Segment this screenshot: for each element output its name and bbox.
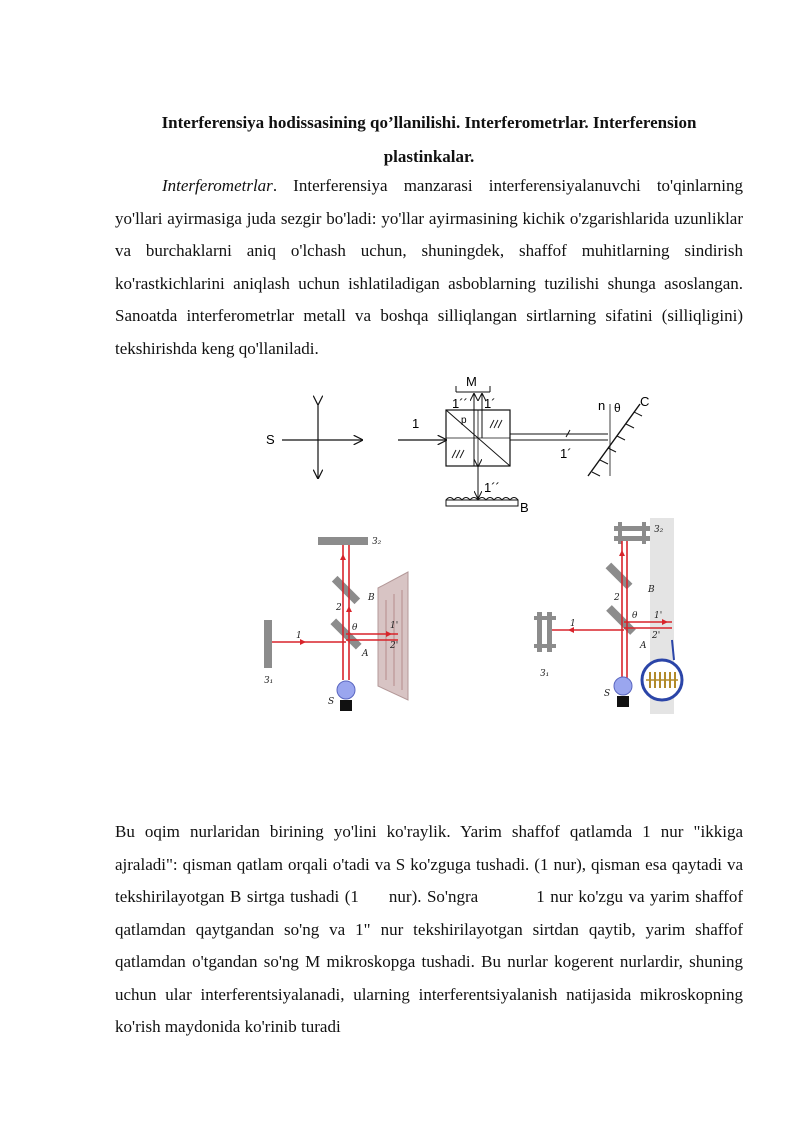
- mirror-Z1-right: [534, 612, 556, 652]
- intro-text: . Interferensiya manzarasi interferensiyalanuvchi to'qinlarning yo'llari ayirmasiga juda sezgir bo'ladi: yo'llar ayirmasining kichik o'zgarishlarida uzunliklar va burchaklarni aniq o'lchash uchun, shuningdek, shaffof muhitlarning sindirish ko'rastkichlarini aniqlash uchun ishlatiladigan asboblarning tuzilishi shunga asoslangan. Sanoatda interferometrlar metall va boshqa silliqlangan sirtlarning sifatini (silliqligini) tekshirishda keng qo'llaniladi.: [115, 176, 743, 358]
- body-sentence-3: 1 nur ko'zgu va yarim shaffof qatlamdan qaytgandan so'ng va 1" nur tekshirilayotgan sirtdan qaytib, yarim shaffof qatlamdan o'tgandan so'ng M mikroskopga tushadi. Bu nurlar kogerent nurlardir, shuning uchun ular interferentsiyalanadi, ularning interferentsiyalanish natijasida mikroskopning ko'rish maydonida ko'rinib turadi: [115, 887, 744, 1036]
- body-sentence-1: Bu oqim nurlaridan birining yo'lini ko'raylik. Yarim shaffof qatlamda 1 nur "ikkiga ajraladi": qisman qatlam orqali o'tadi va S ko'zguga tushadi. (1 nur), qisman esa qaytadi va tekshirilayotgan B sirtga tushadi (1: [115, 822, 743, 906]
- label-left-theta: θ: [352, 623, 358, 633]
- label-p: p: [461, 415, 467, 426]
- label-left-1p: 1': [390, 621, 399, 631]
- plate-B-right: [606, 563, 633, 590]
- label-left-A: A: [362, 649, 369, 659]
- label-right-Z2: З₂: [654, 525, 664, 535]
- label-right-2: 2: [614, 593, 620, 603]
- label-1pp-top: 1´´: [452, 396, 468, 411]
- label-1pp-bottom: 1´´: [484, 480, 500, 495]
- mirror-Z1: [264, 620, 272, 668]
- title-line-2: plastinkalar.: [383, 147, 475, 166]
- label-left-Z1: З₁: [264, 676, 274, 686]
- page-title: [115, 106, 743, 174]
- label-n: n: [598, 398, 606, 413]
- hatch-marks-upper: [490, 420, 502, 428]
- lamp-S-left: [337, 681, 355, 711]
- label-right-Z1: З₁: [540, 669, 550, 679]
- label-theta: θ: [614, 401, 621, 415]
- mirror-Z2: [318, 537, 368, 545]
- label-left-2: 2: [336, 603, 342, 613]
- intro-paragraph: [115, 170, 743, 365]
- michelson-diagram-right: [528, 516, 700, 716]
- interferometer-schematic: [0, 368, 800, 518]
- label-1p-top: 1´: [484, 396, 496, 411]
- label-B: B: [520, 500, 529, 515]
- mirror-hatching: [592, 412, 642, 476]
- test-surface-B-base: [446, 500, 518, 506]
- label-right-theta: θ: [632, 611, 638, 621]
- label-S: S: [266, 432, 275, 447]
- label-right-1: 1: [570, 619, 576, 629]
- label-C: C: [640, 394, 650, 409]
- michelson-diagram-left: [258, 530, 418, 715]
- plate-B: [332, 576, 360, 604]
- label-left-1: 1: [296, 631, 302, 641]
- label-left-2p: 2': [390, 641, 399, 651]
- label-left-B: B: [368, 593, 375, 603]
- label-right-1p: 1': [654, 611, 663, 621]
- body-sentence-2: nur). So'ngra: [388, 887, 479, 906]
- label-ray-1: 1: [412, 416, 420, 431]
- label-1p-right: 1´: [560, 446, 572, 461]
- label-right-2p: 2': [652, 631, 661, 641]
- label-M: M: [466, 374, 477, 389]
- lamp-S-right: [614, 677, 632, 707]
- label-right-A: A: [640, 641, 647, 651]
- label-right-B: B: [648, 585, 655, 595]
- observation-plate: [378, 572, 408, 700]
- hatch-marks-lower: [452, 450, 464, 458]
- body-paragraph: [115, 816, 743, 1044]
- label-left-Z2: З₂: [372, 537, 382, 547]
- label-left-S: S: [328, 697, 335, 707]
- title-line-1: Interferensiya hodissasining qo’llanilishi. Interferometrlar. Interferension: [161, 113, 697, 132]
- mirror-Z2-right: [614, 522, 650, 544]
- label-right-S: S: [604, 689, 611, 699]
- intro-term: Interferometrlar: [162, 176, 273, 195]
